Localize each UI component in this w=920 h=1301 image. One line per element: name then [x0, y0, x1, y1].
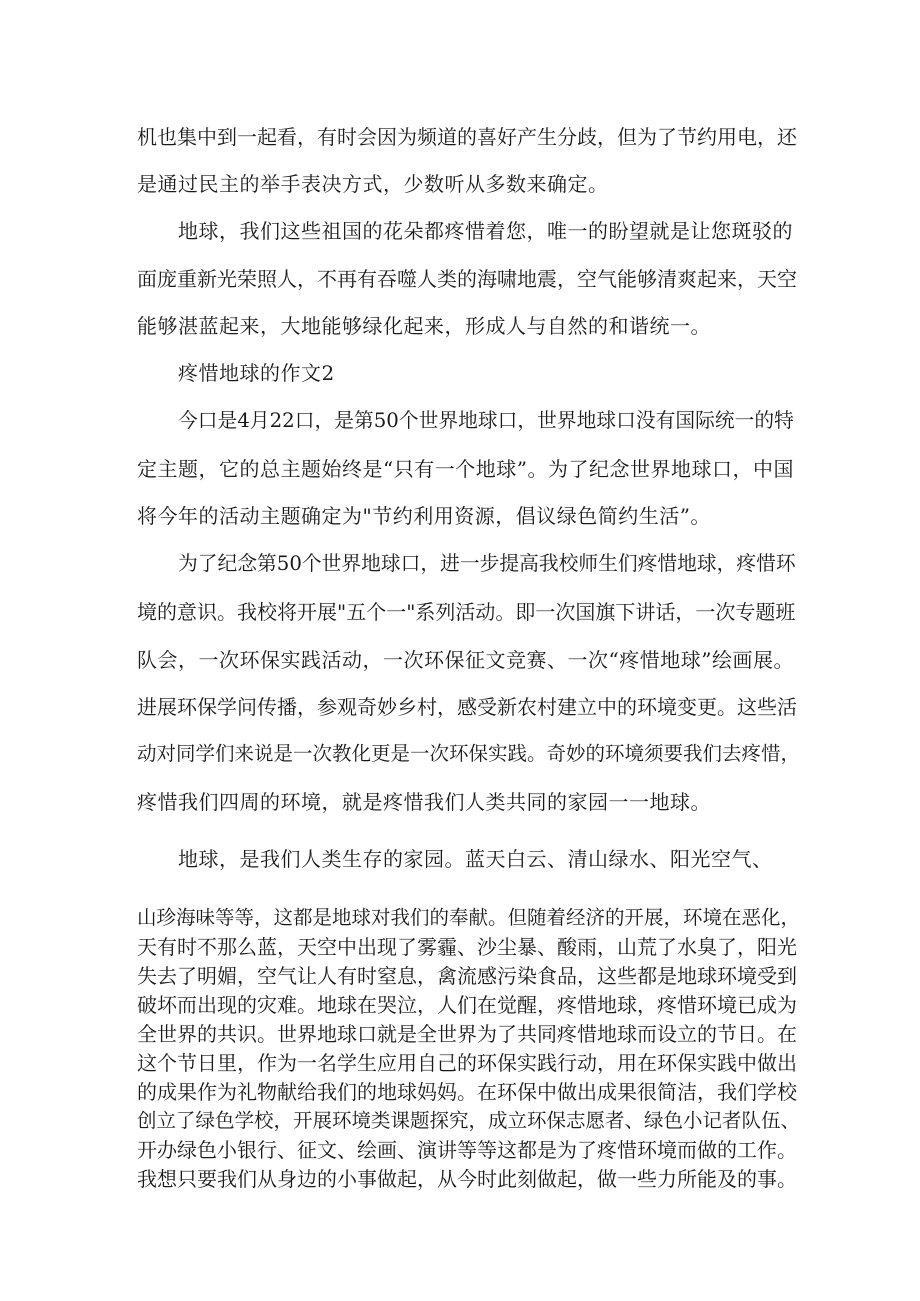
paragraph-1-line-1: 机也集中到一起看，有时会因为频道的喜好产生分歧，但为了节约用电，还	[137, 125, 797, 149]
paragraph-2-line-2: 面庞重新光荣照人，不再有吞噬人类的海啸地震，空气能够清爽起来，天空	[137, 267, 797, 291]
paragraph-4-line-3: 队会，一次环保实践活动，一次环保征文竞赛、一次“疼惜地球”绘画展。	[137, 648, 794, 672]
paragraph-4-line-1: 为了纪念第50个世界地球口，进一步提高我校师生们疼惜地球，疼惜环	[178, 552, 796, 575]
paragraph-4-line-6: 疼惜我们四周的环境，就是疼惜我们人类共同的家园一一地球。	[137, 790, 711, 814]
paragraph-6-line-9: 开办绿色小银行、征文、绘画、演讲等等这都是为了疼惜环境而做的工作。	[137, 1138, 797, 1162]
paragraph-3-line-2: 定主题，它的总主题始终是“只有一个地球”。为了纪念世界地球口，中国	[137, 457, 794, 481]
paragraph-4-line-2: 境的意识。我校将开展"五个一"系列活动。即一次国旗下讲话，一次专题班	[137, 600, 796, 624]
section-heading: 疼惜地球的作文2	[178, 361, 335, 385]
paragraph-2-line-1: 地球，我们这些祖国的花朵都疼惜着您，唯一的盼望就是让您斑驳的	[178, 219, 793, 243]
paragraph-3-line-3: 将今年的活动主题确定为"节约利用资源，倡议绿色简约生活”。	[137, 504, 711, 528]
paragraph-6-line-10: 我想只要我们从身边的小事做起，从今时此刻做起，做一些力所能及的事。	[137, 1167, 797, 1191]
paragraph-6-line-2: 天有时不那么蓝，天空中出现了雾霾、沙尘暴、酸雨，山荒了水臭了，阳光	[137, 935, 797, 959]
paragraph-6-line-1: 山珍海味等等，这都是地球对我们的奉献。但随着经济的开展，环境在恶化，	[137, 906, 801, 929]
paragraph-5-line-1: 地球，是我们人类生存的家园。蓝天白云、清山绿水、阳光空气、	[178, 847, 773, 871]
paragraph-4-line-4: 进展环保学问传播，参观奇妙乡村，感受新农村建立中的环境变更。这些活	[137, 695, 797, 719]
paragraph-3-line-1: 今口是4月22口，是第50个世界地球口，世界地球口没有国际统一的特	[178, 409, 794, 432]
paragraph-6-line-7: 的成果作为礼物献给我们的地球妈妈。在环保中做出成果很简洁，我们学校	[137, 1080, 797, 1104]
paragraph-6-line-3: 失去了明媚，空气让人有时窒息，禽流感污染食品，这些都是地球环境受到	[137, 964, 797, 988]
paragraph-6-line-6: 这个节日里，作为一名学生应用自己的环保实践行动，用在环保实践中做出	[137, 1051, 797, 1075]
paragraph-1-line-2: 是通过民主的举手表决方式，少数听从多数来确定。	[137, 172, 609, 196]
paragraph-4-line-5: 动对同学们来说是一次教化更是一次环保实践。奇妙的环境须要我们去疼惜，	[137, 742, 801, 765]
paragraph-2-line-3: 能够湛蓝起来，大地能够绿化起来，形成人与自然的和谐统一。	[137, 314, 711, 338]
paragraph-6-line-5: 全世界的共识。世界地球口就是全世界为了共同疼惜地球而设立的节日。在	[137, 1022, 797, 1046]
paragraph-6-line-8: 创立了绿色学校，开展环境类课题探究，成立环保志愿者、绿色小记者队伍、	[137, 1109, 801, 1132]
paragraph-6-line-4: 破坏而出现的灾难。地球在哭泣，人们在觉醒，疼惜地球，疼惜环境已成为	[137, 993, 797, 1017]
